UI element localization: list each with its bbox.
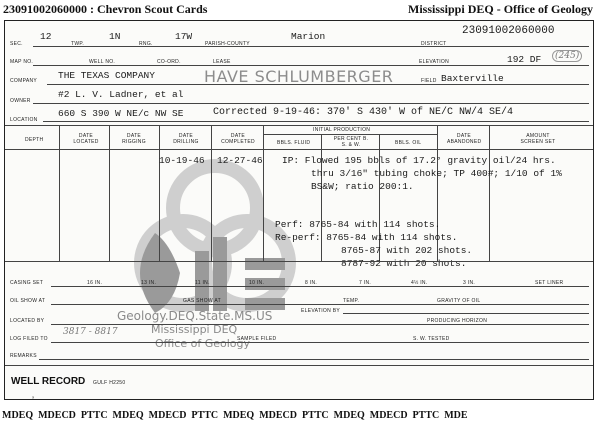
remarks-label: REMARKS: [10, 353, 37, 359]
elevation-label: ELEVATION: [419, 59, 450, 65]
twp-value: 1N: [109, 31, 121, 42]
ip-line-3: BS&W; ratio 200:1.: [311, 181, 414, 192]
well-record-title: WELL RECORD: [11, 376, 86, 387]
scout-card: [4, 20, 594, 400]
perf-line-4: 8787-92 with 20 shots.: [341, 258, 467, 269]
ip-line-1: IP: Flowed 195 bbls of 17.2° gravity oil/24 hrs.: [282, 155, 556, 166]
sec-label: SEC.: [10, 41, 23, 47]
col-date-abandoned: DATE ABANDONED: [447, 133, 482, 145]
location-corrected: Corrected 9-19-46: 370' S 430' W of NE/C NW/4 SE/4: [213, 107, 514, 118]
date-drilling-value: 10-19-46: [159, 155, 205, 166]
location-value: 660 S 390 W NE/c NW SE: [58, 108, 184, 119]
company-value: THE TEXAS COMPANY: [58, 70, 155, 81]
parish-label: PARISH-COUNTY: [205, 41, 250, 47]
field-value: Baxterville: [441, 73, 504, 84]
company-label: COMPANY: [10, 78, 38, 84]
located-by-label: LOCATED BY: [10, 318, 45, 324]
casing-10: 10 IN.: [249, 280, 265, 286]
gas-show-label: GAS SHOW AT: [183, 298, 221, 304]
lease-label: LEASE: [213, 59, 231, 65]
casing-7: 7 IN.: [359, 280, 372, 286]
elevation-handwritten: (245): [552, 50, 582, 62]
sample-filed-label: SAMPLE FILED: [237, 336, 277, 342]
owner-value: #2 L. V. Ladner, et al: [58, 89, 184, 100]
log-filed-label: LOG FILED TO: [10, 336, 48, 342]
perf-line-2: Re-perf: 8765-84 with 114 shots.: [275, 232, 458, 243]
header-title: 23091002060000 : Chevron Scout Cards: [3, 2, 208, 16]
elevation-value: 192 DF: [507, 54, 542, 65]
footer-strip: MDEQ MDECD PTTC MDEQ MDECD PTTC MDEQ MDECD PTTC MDEQ MDECD PTTC MDE: [2, 410, 468, 421]
col-bbls-oil: BBLS. OIL: [395, 140, 422, 146]
stray-mark: ’: [32, 395, 34, 405]
sw-tested-label: S. W. TESTED: [413, 336, 450, 342]
casing-4-5: 4½ IN.: [411, 280, 428, 286]
owner-label: OWNER: [10, 98, 31, 104]
casing-16: 16 IN.: [87, 280, 103, 286]
gravity-oil-label: GRAVITY OF OIL: [437, 298, 481, 304]
casing-set-label: CASING SET: [10, 280, 44, 286]
col-date-rigging: DATE RIGGING: [122, 133, 146, 145]
col-amount-screen: AMOUNT SCREEN SET: [520, 133, 556, 145]
rng-label: RNG.: [139, 41, 153, 47]
perf-line-1: Perf: 8765-84 with 114 shots.: [275, 219, 441, 230]
date-completed-value: 12-27-46: [217, 155, 263, 166]
location-label: LOCATION: [10, 117, 38, 123]
col-initial-production: INITIAL PRODUCTION: [313, 127, 371, 133]
district-label: DISTRICT: [421, 41, 447, 47]
col-date-located: DATE LOCATED: [73, 133, 99, 145]
perf-line-3: 8765-87 with 202 shots.: [341, 245, 473, 256]
casing-11: 11 IN.: [195, 280, 210, 286]
elevation-by-label: ELEVATION BY: [301, 308, 340, 314]
watermark-url: Geology.DEQ.State.MS.US: [117, 309, 273, 323]
ip-line-2: thru 3/16" tubing choke; TP 400#; 1/10 of 1%: [311, 168, 562, 179]
temp-label: TEMP.: [343, 298, 360, 304]
well-no-label: WELL NO.: [89, 59, 116, 65]
form-number: GULF H2250: [93, 380, 126, 386]
watermark-office: Office of Geology: [155, 337, 251, 350]
casing-13: 13 IN.: [141, 280, 157, 286]
oil-show-label: OIL SHOW AT: [10, 298, 46, 304]
map-label: MAP NO.: [10, 59, 34, 65]
parish-value: Marion: [291, 31, 326, 42]
sec-value: 12: [40, 31, 52, 42]
col-bbls-fluid: BBLS. FLUID: [277, 140, 311, 146]
schlumberger-stamp: HAVE SCHLUMBERGER: [204, 67, 394, 86]
rng-value: 17W: [175, 31, 193, 42]
casing-3: 3 IN.: [463, 280, 476, 286]
log-filed-handwritten: 3817 - 8817: [63, 327, 118, 337]
coord-label: CO-ORD.: [157, 59, 181, 65]
producing-horizon-label: PRODUCING HORIZON: [427, 318, 488, 324]
col-per-cent: PER CENT B. S. & W.: [333, 136, 369, 148]
col-depth: DEPTH: [25, 137, 44, 143]
header-source: Mississippi DEQ - Office of Geology: [408, 2, 593, 16]
watermark-agency: Mississippi DEQ: [151, 323, 238, 336]
api-number: 23091002060000: [462, 25, 555, 37]
casing-8: 8 IN.: [305, 280, 318, 286]
col-date-completed: DATE COMPLETED: [221, 133, 255, 145]
twp-label: TWP.: [71, 41, 85, 47]
set-liner-label: SET LINER: [535, 280, 564, 286]
mdeq-logo-watermark: [95, 153, 335, 333]
field-label: FIELD: [421, 78, 437, 84]
col-date-drilling: DATE DRILLING: [173, 133, 199, 145]
